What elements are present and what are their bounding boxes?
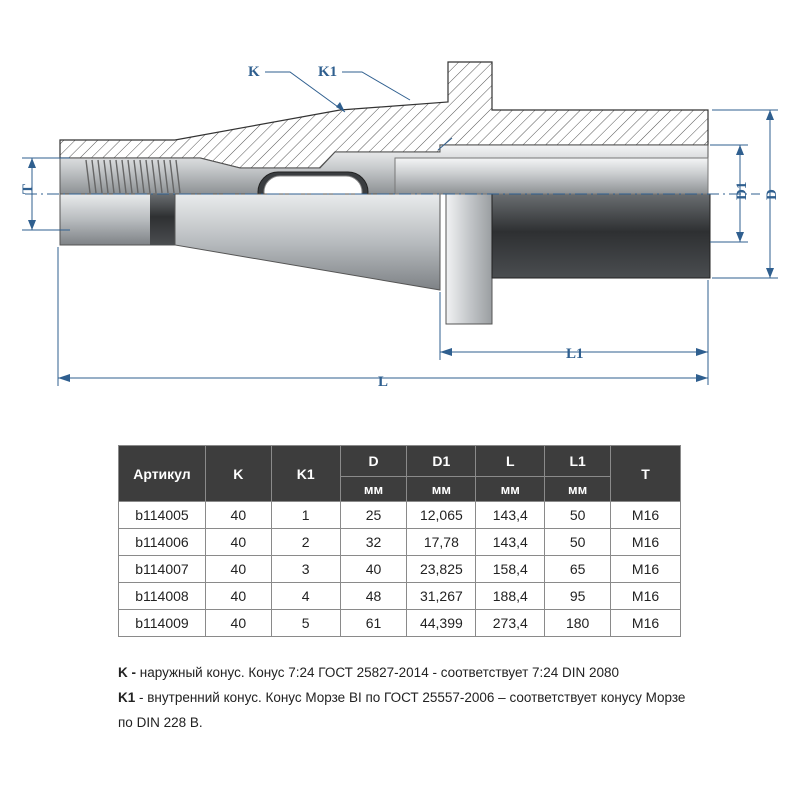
cell-d: 25 <box>340 502 407 529</box>
cell-k1: 1 <box>271 502 340 529</box>
notes <box>118 660 688 735</box>
header-d1: D1 <box>407 446 476 477</box>
cell-l: 143,4 <box>476 502 545 529</box>
table-row <box>119 610 681 637</box>
cell-l1: 65 <box>545 556 611 583</box>
table-row <box>119 556 681 583</box>
note-k-term: K - <box>118 665 136 680</box>
note-k1-term: K1 <box>118 690 136 705</box>
cell-d: 40 <box>340 556 407 583</box>
header-article: Артикул <box>119 446 206 502</box>
cell-k: 40 <box>205 502 271 529</box>
cell-article: b114009 <box>119 610 206 637</box>
svg-text:D1: D1 <box>734 181 750 200</box>
cell-k: 40 <box>205 583 271 610</box>
cell-t: M16 <box>611 556 681 583</box>
cell-t: M16 <box>611 529 681 556</box>
svg-text:T: T <box>20 183 36 194</box>
cell-d1: 12,065 <box>407 502 476 529</box>
cell-k1: 3 <box>271 556 340 583</box>
cell-article: b114005 <box>119 502 206 529</box>
table-row <box>119 583 681 610</box>
header-t: T <box>611 446 681 502</box>
k1-leader <box>318 64 410 100</box>
note-k1-text: - внутренний конус. Конус Морзе BI по ГОСТ 25557-2006 – соответствует конусу Морзе по DIN 228 B. <box>118 690 686 730</box>
cell-l: 188,4 <box>476 583 545 610</box>
header-d: D <box>340 446 407 477</box>
cell-k: 40 <box>205 610 271 637</box>
cell-l: 273,4 <box>476 610 545 637</box>
table-row <box>119 502 681 529</box>
svg-text:K: K <box>248 64 260 80</box>
cell-d1: 23,825 <box>407 556 476 583</box>
cell-d: 32 <box>340 529 407 556</box>
table-row <box>119 529 681 556</box>
svg-text:L: L <box>378 374 389 390</box>
cell-t: M16 <box>611 502 681 529</box>
cell-k: 40 <box>205 556 271 583</box>
note-k <box>118 660 688 685</box>
note-k1 <box>118 685 688 735</box>
unit-l: мм <box>476 477 545 502</box>
unit-l1: мм <box>545 477 611 502</box>
cell-l1: 50 <box>545 502 611 529</box>
unit-d1: мм <box>407 477 476 502</box>
cell-article: b114006 <box>119 529 206 556</box>
cell-article: b114008 <box>119 583 206 610</box>
cell-k1: 5 <box>271 610 340 637</box>
cell-d: 48 <box>340 583 407 610</box>
header-l1: L1 <box>545 446 611 477</box>
svg-text:D: D <box>764 189 780 200</box>
cell-k1: 4 <box>271 583 340 610</box>
cell-l: 143,4 <box>476 529 545 556</box>
cell-l1: 180 <box>545 610 611 637</box>
header-k1: K1 <box>271 446 340 502</box>
unit-d: мм <box>340 477 407 502</box>
svg-text:L1: L1 <box>566 346 584 362</box>
cell-d1: 17,78 <box>407 529 476 556</box>
cell-k1: 2 <box>271 529 340 556</box>
cell-d: 61 <box>340 610 407 637</box>
note-k-text: наружный конус. Конус 7:24 ГОСТ 25827-2014 - соответствует 7:24 DIN 2080 <box>136 665 620 680</box>
cell-k: 40 <box>205 529 271 556</box>
header-k: K <box>205 446 271 502</box>
cell-article: b114007 <box>119 556 206 583</box>
cell-t: M16 <box>611 610 681 637</box>
cell-d1: 44,399 <box>407 610 476 637</box>
cell-l1: 95 <box>545 583 611 610</box>
header-l: L <box>476 446 545 477</box>
spec-table <box>118 445 681 637</box>
cell-l1: 50 <box>545 529 611 556</box>
cell-t: M16 <box>611 583 681 610</box>
svg-text:K1: K1 <box>318 64 338 80</box>
cell-l: 158,4 <box>476 556 545 583</box>
cell-d1: 31,267 <box>407 583 476 610</box>
